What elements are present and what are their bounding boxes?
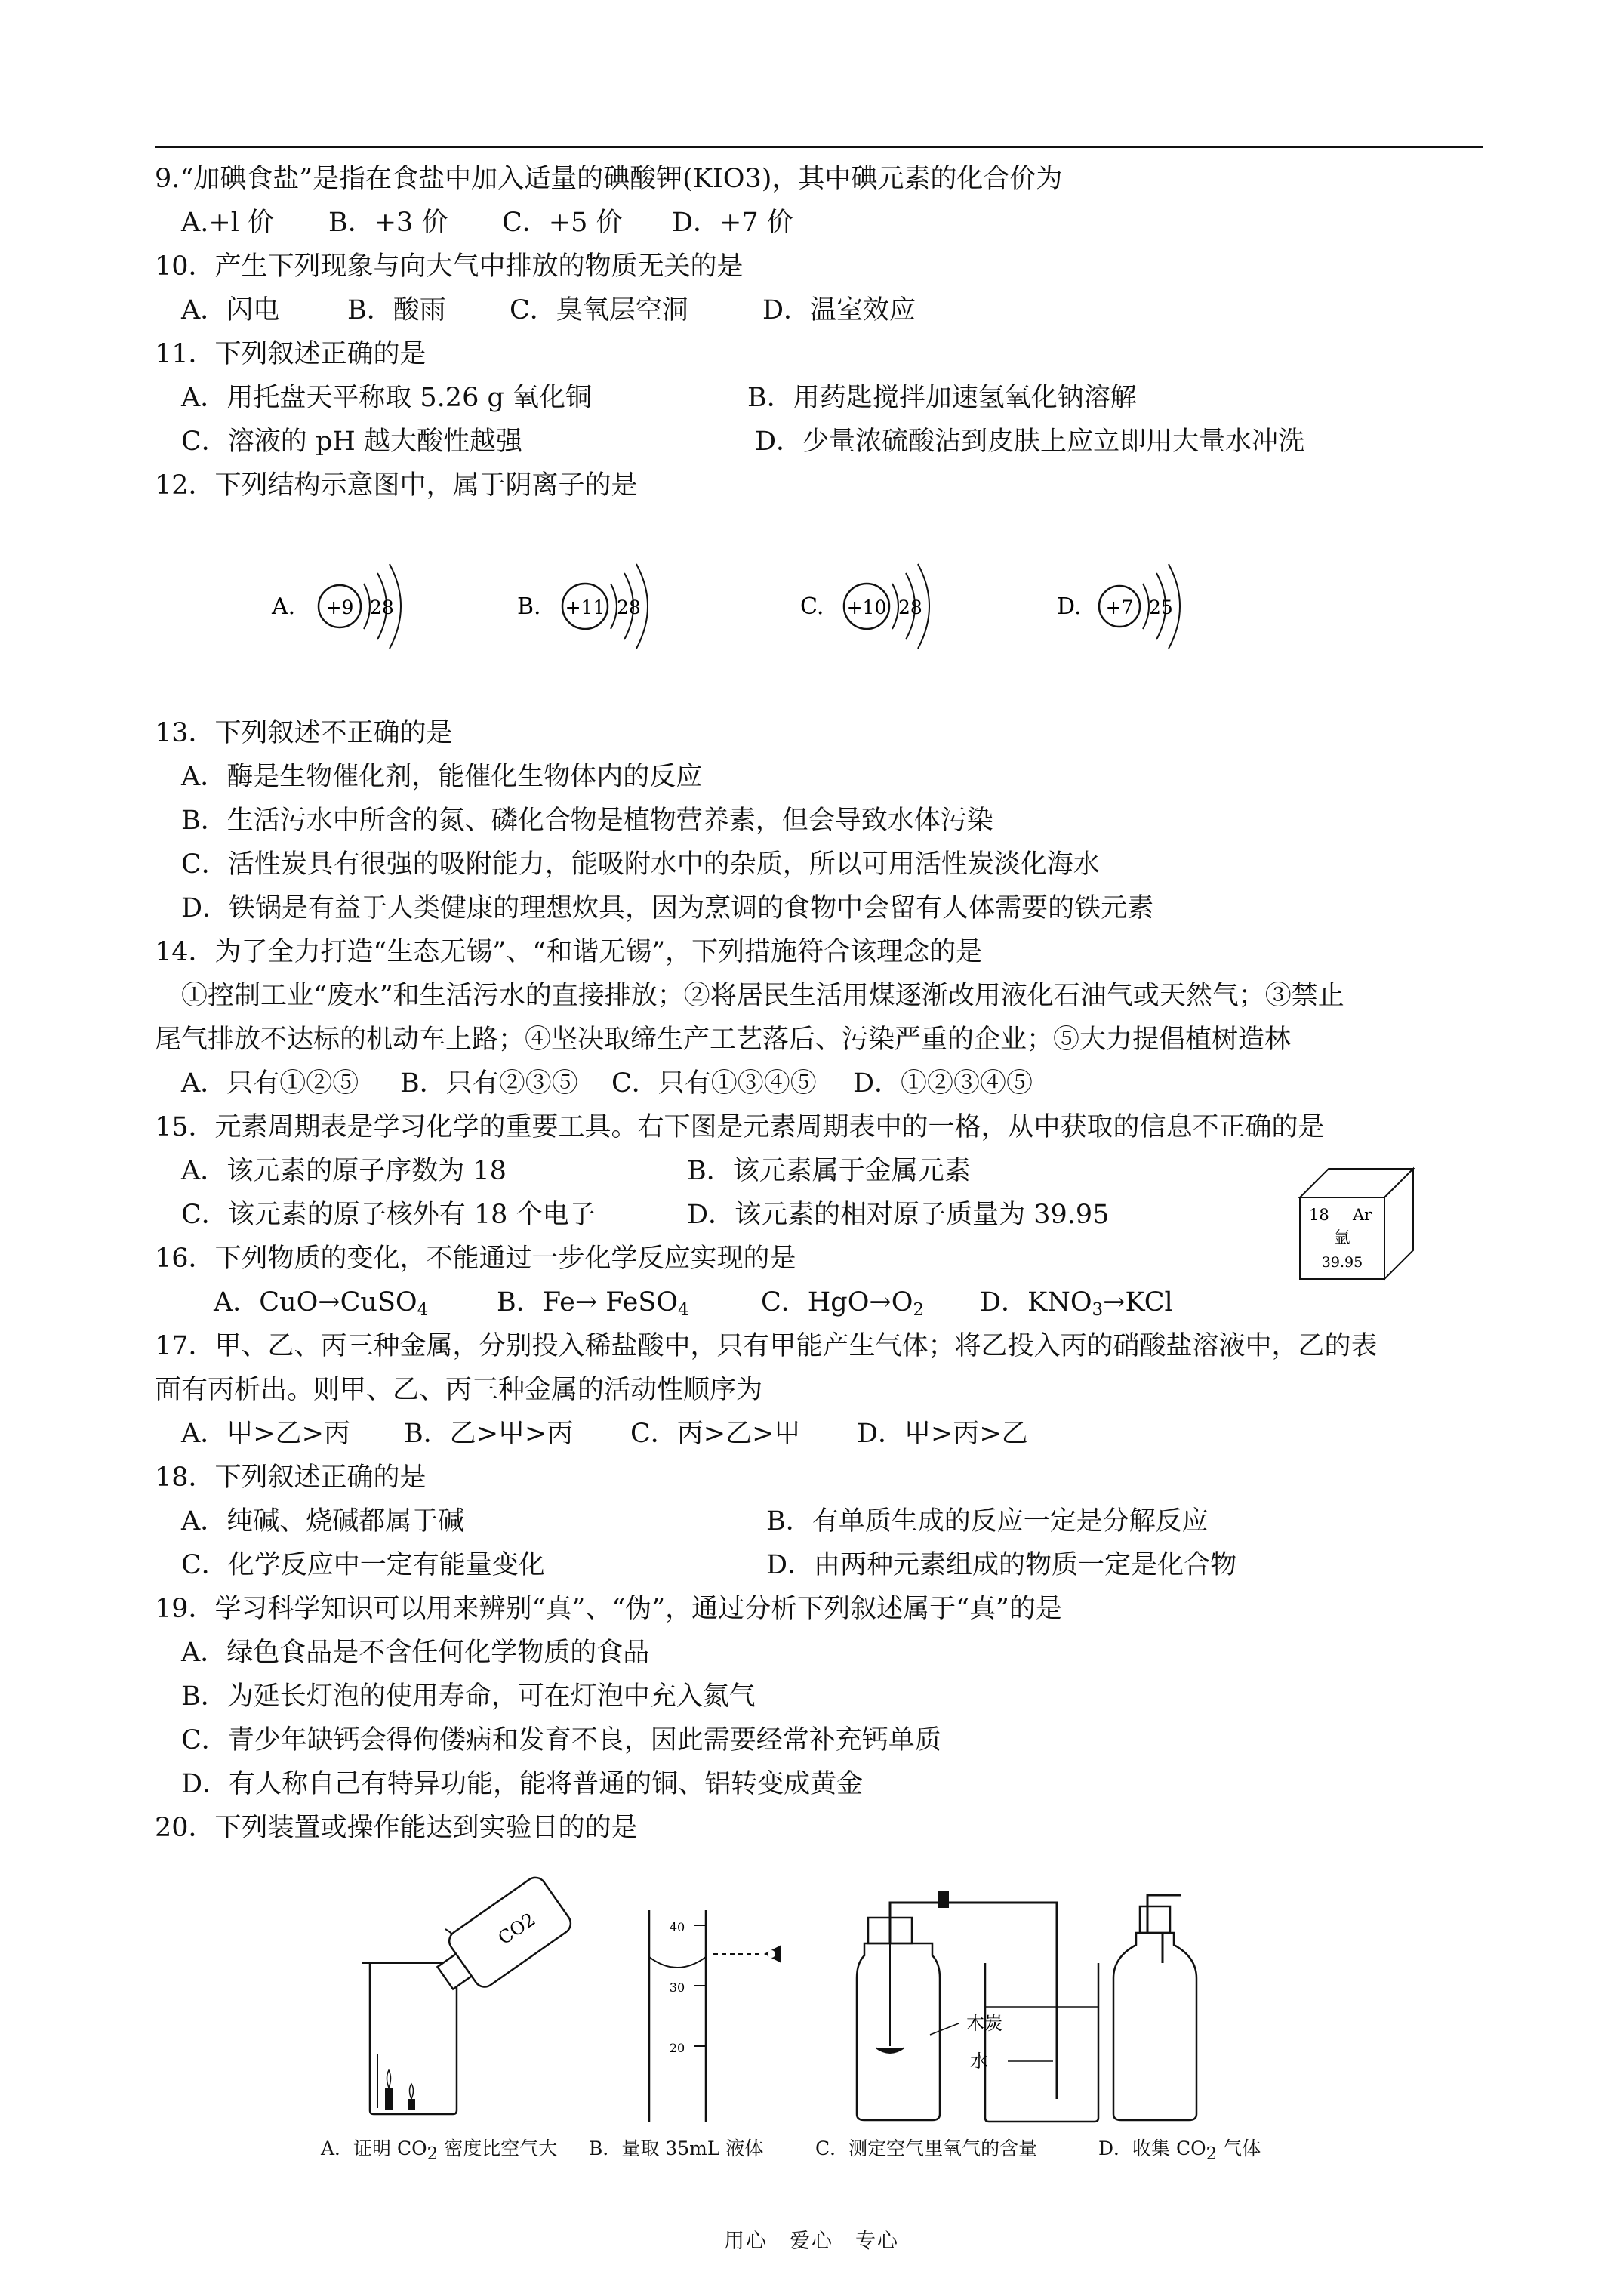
shell-arc: [1143, 584, 1149, 629]
q14-option-b[interactable]: B．只有②③⑤: [400, 1068, 578, 1099]
element-name: 氩: [1334, 1228, 1350, 1247]
q17-option-a[interactable]: A．甲>乙>丙: [181, 1419, 350, 1449]
q14-option-c[interactable]: C．只有①③④⑤: [611, 1068, 817, 1099]
q12-diagram-a[interactable]: [271, 564, 401, 649]
q9-option-b[interactable]: B．+3 价: [328, 208, 448, 238]
q10-stem: 10．产生下列现象与向大气中排放的物质无关的是: [155, 251, 744, 282]
q13-option-a[interactable]: A．酶是生物催化剂，能催化生物体内的反应: [181, 762, 703, 792]
shell-arc: [611, 584, 617, 629]
q15-option-a[interactable]: A．该元素的原子序数为 18: [181, 1156, 507, 1186]
q9-option-c[interactable]: C．+5 价: [502, 208, 623, 238]
q15-option-c[interactable]: C．该元素的原子核外有 18 个电子: [181, 1200, 596, 1230]
charcoal-spoon: [876, 2048, 904, 2053]
scale-label: 20: [669, 2041, 685, 2055]
q12-nucleus-charge: +7: [1105, 596, 1134, 618]
q17-option-b[interactable]: B．乙>甲>丙: [404, 1419, 574, 1449]
q15-stem: 15．元素周期表是学习化学的重要工具。右下图是元素周期表中的一格，从中获取的信息不正确的是: [155, 1112, 1325, 1142]
q14-stem: 14．为了全力打造“生态无锡”、“和谐无锡”，下列措施符合该理念的是: [155, 937, 983, 967]
q16-option-c[interactable]: C．$HgO\to O_2$: [761, 1287, 925, 1320]
candle-icon: [385, 2088, 393, 2110]
candle-icon: [408, 2099, 415, 2110]
q18-option-a[interactable]: A．纯碱、烧碱都属于碱: [181, 1506, 465, 1536]
q9-stem: 9.“加碘食盐”是指在食盐中加入适量的碘酸钾(KIO3)，其中碘元素的化合价为: [155, 164, 1063, 194]
q12-shell-electrons: 28: [370, 596, 394, 618]
q20-caption-a: A．证明 $CO_2$ 密度比空气大: [321, 2137, 558, 2164]
q18-option-d[interactable]: D．由两种元素组成的物质一定是化合物: [766, 1550, 1237, 1580]
q19-option-b[interactable]: B．为延长灯泡的使用寿命，可在灯泡中充入氮气: [181, 1681, 756, 1712]
water-beaker-outline: [985, 1963, 1098, 2122]
q20-figure-a[interactable]: [362, 1873, 574, 2114]
clamp-icon: [938, 1891, 949, 1908]
q13-option-d[interactable]: D．铁锅是有益于人类健康的理想炊具，因为烹调的食物中会留有人体需要的铁元素: [181, 893, 1154, 923]
q11-option-b[interactable]: B．用药匙搅拌加速氢氧化钠溶解: [747, 383, 1137, 413]
page-footer: 用心 爱心 专心: [724, 2230, 899, 2253]
q12-diagram-b[interactable]: [517, 564, 648, 649]
periodic-table-cell: [1292, 1161, 1421, 1284]
q12-diagram-c[interactable]: [800, 564, 929, 649]
q12-atom-diagrams: [257, 555, 1238, 668]
shell-arc: [892, 584, 898, 629]
q14-body-line2: 尾气排放不达标的机动车上路；④坚决取缔生产工艺落后、污染严重的企业；⑤大力提倡植树造林: [155, 1025, 1292, 1055]
q20-caption-c: C．测定空气里氧气的含量: [815, 2137, 1038, 2159]
q12-nucleus-charge: +11: [565, 596, 605, 618]
q12-nucleus-charge: +10: [846, 596, 887, 618]
q20-figure-d[interactable]: [1113, 1895, 1196, 2120]
q11-stem: 11．下列叙述正确的是: [155, 339, 427, 369]
q13-option-c[interactable]: C．活性炭具有很强的吸附能力，能吸附水中的杂质，所以可用活性炭淡化海水: [181, 849, 1100, 880]
q18-stem: 18．下列叙述正确的是: [155, 1462, 427, 1493]
q9-option-a[interactable]: A.+l 价: [181, 208, 275, 238]
q20-apparatus-figures: [302, 1872, 1313, 2129]
scale-label: 40: [669, 1920, 685, 1934]
scale-label: 30: [669, 1980, 685, 1995]
stopper: [1140, 1906, 1170, 1933]
meniscus: [649, 1957, 706, 1968]
q12-diagram-label: A.: [272, 593, 296, 620]
eye-pupil: [768, 1950, 775, 1958]
charcoal-label: 木炭: [966, 2013, 1002, 2034]
q12-shell-electrons: 25: [1149, 596, 1173, 618]
q17-option-c[interactable]: C．丙>乙>甲: [630, 1419, 801, 1449]
q17-option-d[interactable]: D．甲>丙>乙: [857, 1419, 1028, 1449]
q12-diagram-d[interactable]: [1057, 564, 1180, 649]
q12-shell-electrons: 28: [617, 596, 641, 618]
q12-stem: 12．下列结构示意图中，属于阴离子的是: [155, 470, 638, 501]
q14-option-a[interactable]: A．只有①②⑤: [181, 1068, 359, 1099]
flame-icon: [410, 2084, 414, 2099]
element-symbol: Ar: [1353, 1206, 1372, 1224]
header-rule: [155, 146, 1483, 148]
q9-option-d[interactable]: D．+7 价: [672, 208, 793, 238]
q11-option-c[interactable]: C．溶液的 pH 越大酸性越强: [181, 427, 522, 457]
element-number: 18: [1309, 1206, 1329, 1224]
q12-diagram-label: D.: [1057, 593, 1082, 620]
q11-option-a[interactable]: A．用托盘天平称取 5.26 g 氧化铜: [181, 383, 592, 413]
q17-stem-line1: 17．甲、乙、丙三种金属，分别投入稀盐酸中，只有甲能产生气体；将乙投入丙的硝酸盐溶液中，乙的表: [155, 1331, 1378, 1361]
q10-option-a[interactable]: A．闪电: [181, 295, 280, 325]
q15-option-b[interactable]: B．该元素属于金属元素: [687, 1156, 971, 1186]
q14-body-line1: ①控制工业“废水”和生活污水的直接排放；②将居民生活用煤逐渐改用液化石油气或天然气；③禁止: [181, 981, 1344, 1011]
q19-option-a[interactable]: A．绿色食品是不含任何化学物质的食品: [181, 1638, 650, 1668]
q19-stem: 19．学习科学知识可以用来辨别“真”、“伪”，通过分析下列叙述属于“真”的是: [155, 1594, 1062, 1624]
gas-bottle-outline: [1113, 1933, 1196, 2120]
q10-option-d[interactable]: D．温室效应: [762, 295, 916, 325]
q10-option-b[interactable]: B．酸雨: [347, 295, 446, 325]
q13-option-b[interactable]: B．生活污水中所含的氮、磷化合物是植物营养素，但会导致水体污染: [181, 806, 993, 836]
q12-diagram-label: C.: [800, 593, 824, 620]
q13-stem: 13．下列叙述不正确的是: [155, 718, 453, 748]
q20-figure-b[interactable]: [649, 1910, 781, 2122]
leader-line: [930, 2023, 959, 2035]
q20-caption-b: B．量取 35mL 液体: [589, 2137, 764, 2159]
q14-option-d[interactable]: D．①②③④⑤: [853, 1068, 1033, 1099]
q16-option-a[interactable]: A．CuO→CuSO$_4$: [214, 1287, 429, 1320]
q17-stem-line2: 面有丙析出。则甲、乙、丙三种金属的活动性顺序为: [155, 1375, 763, 1405]
q16-stem: 16．下列物质的变化，不能通过一步化学反应实现的是: [155, 1244, 796, 1274]
q10-option-c[interactable]: C．臭氧层空洞: [510, 295, 688, 325]
q19-option-c[interactable]: C．青少年缺钙会得佝偻病和发育不良，因此需要经常补充钙单质: [181, 1725, 941, 1755]
q11-option-d[interactable]: D．少量浓硫酸沾到皮肤上应立即用大量水冲洗: [755, 427, 1305, 457]
flame-icon: [387, 2070, 391, 2088]
jar-outline: [857, 1943, 940, 2120]
q15-option-d[interactable]: D．该元素的相对原子质量为 39.95: [687, 1200, 1110, 1230]
q12-nucleus-charge: +9: [325, 596, 354, 618]
q12-shell-electrons: 28: [898, 596, 922, 618]
q16-option-d[interactable]: D．$KNO_3\to KCl$: [980, 1287, 1173, 1320]
q20-caption-d: D．收集 $CO_2$ 气体: [1098, 2137, 1261, 2164]
q16-option-b[interactable]: B．Fe→ FeSO$_4$: [497, 1287, 689, 1320]
element-mass: 39.95: [1321, 1254, 1363, 1271]
bottle-label: CO2: [494, 1908, 540, 1949]
q18-option-c[interactable]: C．化学反应中一定有能量变化: [181, 1550, 545, 1580]
shell-arc: [364, 584, 370, 629]
water-label: 水: [970, 2051, 988, 2072]
q18-option-b[interactable]: B．有单质生成的反应一定是分解反应: [766, 1506, 1209, 1536]
q20-stem: 20．下列装置或操作能达到实验目的的是: [155, 1813, 638, 1843]
q19-option-d[interactable]: D．有人称自己有特异功能，能将普通的铜、铝转变成黄金: [181, 1769, 864, 1799]
q12-diagram-label: B.: [517, 593, 541, 620]
q20-figure-c[interactable]: [857, 1891, 1098, 2122]
